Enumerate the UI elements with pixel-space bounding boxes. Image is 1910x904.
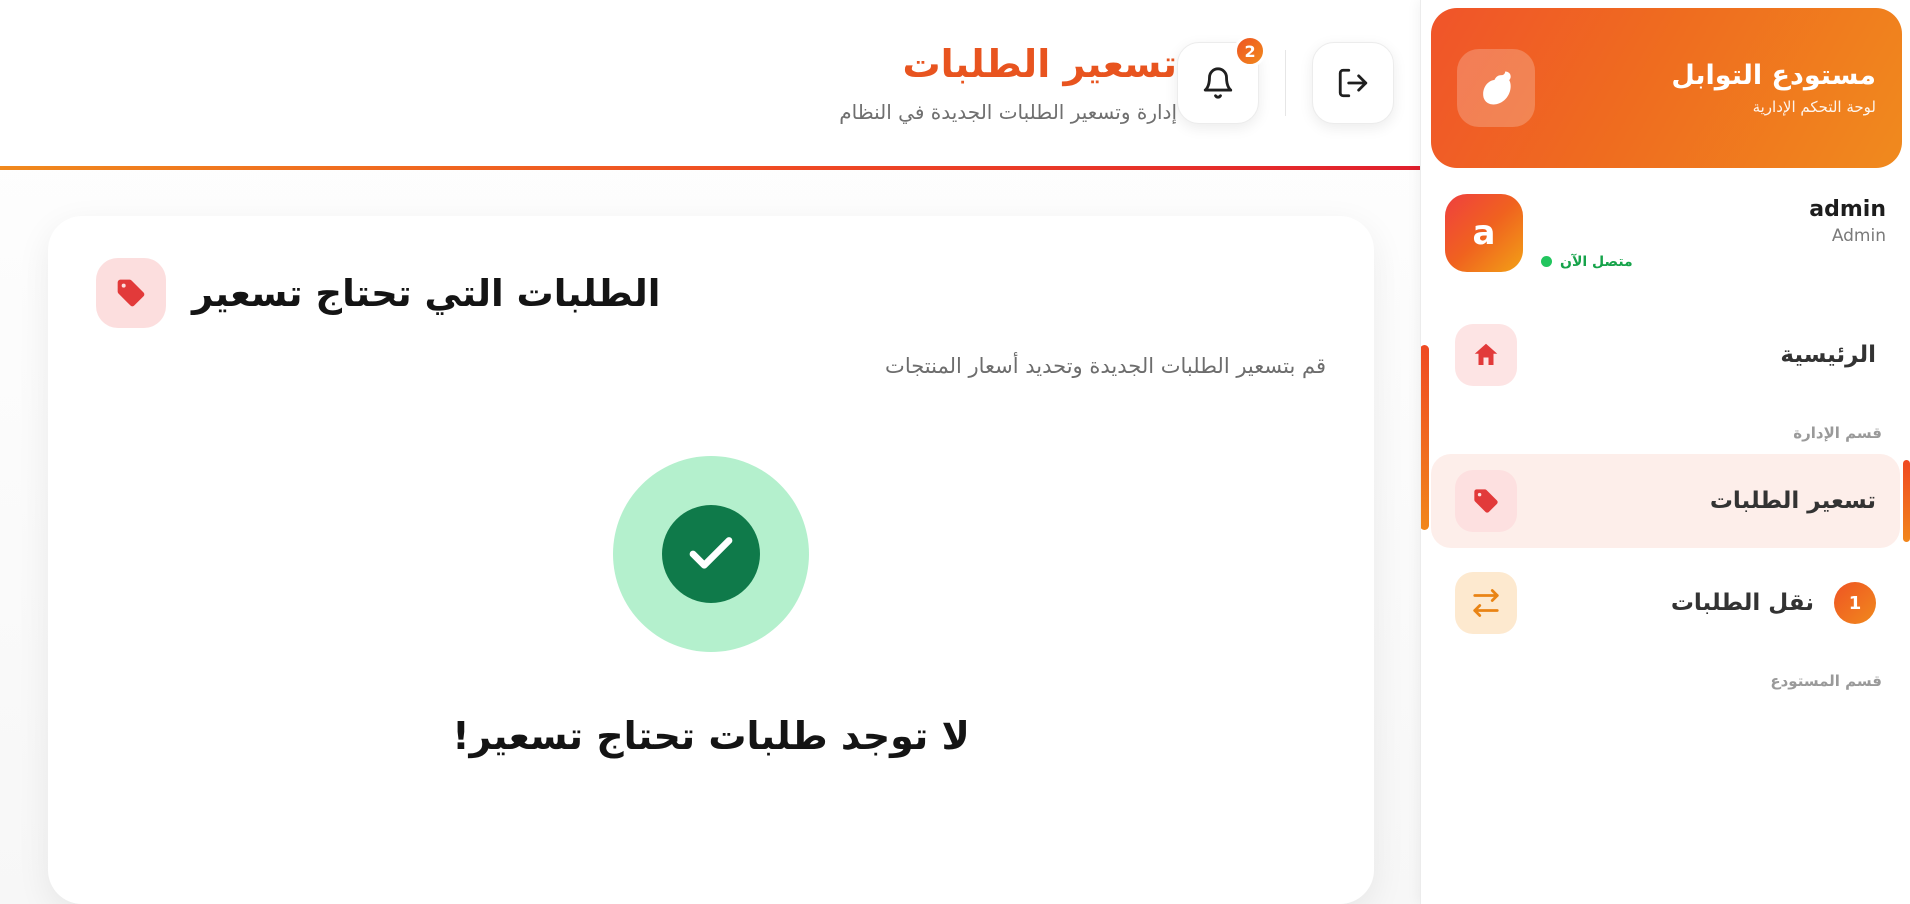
user-meta	[1541, 197, 1886, 270]
user-card[interactable]	[1421, 168, 1910, 294]
user-name: admin	[1809, 196, 1886, 222]
tag-icon	[1455, 470, 1517, 532]
sidebar	[1420, 0, 1910, 904]
top-bar-divider	[1285, 50, 1286, 116]
user-role: Admin	[1831, 225, 1886, 246]
brand-text	[1535, 60, 1876, 116]
sidebar-nav	[1421, 294, 1910, 694]
notifications-badge: 2	[1234, 35, 1266, 67]
transfer-icon-glyph	[1471, 588, 1501, 618]
sidebar-item-label: نقل الطلبات	[1670, 590, 1814, 616]
check-icon-glyph	[684, 527, 738, 581]
sidebar-item-badge: 1	[1834, 582, 1876, 624]
brand-header	[1431, 8, 1902, 168]
top-bar	[0, 0, 1420, 170]
empty-state-title: لا توجد طلبات تحتاج تسعير!	[452, 714, 970, 758]
empty-state-icon-wrap	[613, 456, 809, 652]
notifications-button[interactable]	[1177, 42, 1259, 124]
brand-title: مستودع التوابل	[1671, 60, 1876, 91]
sidebar-item-label: تسعير الطلبات	[1709, 488, 1876, 514]
card-title: الطلبات التي تحتاج تسعير	[192, 271, 661, 315]
page-title: تسعير الطلبات	[902, 42, 1177, 86]
bell-icon	[1201, 66, 1235, 100]
sidebar-section-warehouse: قسم المستودع	[1770, 672, 1882, 690]
top-bar-actions	[1177, 42, 1394, 124]
sidebar-item-pricing-orders[interactable]	[1431, 454, 1900, 548]
sidebar-section-management: قسم الإدارة	[1793, 424, 1882, 442]
brand-subtitle: لوحة التحكم الإدارية	[1752, 98, 1876, 116]
card-header	[96, 258, 1326, 328]
empty-state	[96, 456, 1326, 758]
card-description: قم بتسعير الطلبات الجديدة وتحديد أسعار المنتجات	[885, 354, 1326, 378]
page-subtitle: إدارة وتسعير الطلبات الجديدة في النظام	[839, 100, 1177, 124]
online-dot-icon	[1541, 256, 1552, 267]
pepper-icon	[1457, 49, 1535, 127]
home-icon	[1455, 324, 1517, 386]
content-area	[0, 170, 1420, 904]
logout-button[interactable]	[1312, 42, 1394, 124]
page-heading	[34, 42, 1177, 124]
logout-icon	[1336, 66, 1370, 100]
avatar: a	[1445, 194, 1523, 272]
sidebar-item-transfer-orders[interactable]	[1431, 556, 1900, 650]
tag-icon-glyph	[1472, 487, 1500, 515]
check-icon	[662, 505, 760, 603]
tag-icon-glyph	[115, 277, 147, 309]
tag-icon	[96, 258, 166, 328]
pepper-icon-glyph	[1474, 66, 1518, 110]
sidebar-scrollbar[interactable]	[1420, 345, 1429, 530]
user-status	[1541, 254, 1886, 270]
pricing-orders-card	[48, 216, 1374, 904]
home-icon-glyph	[1471, 340, 1501, 370]
sidebar-item-label: الرئيسية	[1780, 342, 1876, 368]
transfer-icon	[1455, 572, 1517, 634]
sidebar-item-home[interactable]	[1431, 308, 1900, 402]
user-status-label: متصل الآن	[1560, 253, 1633, 270]
